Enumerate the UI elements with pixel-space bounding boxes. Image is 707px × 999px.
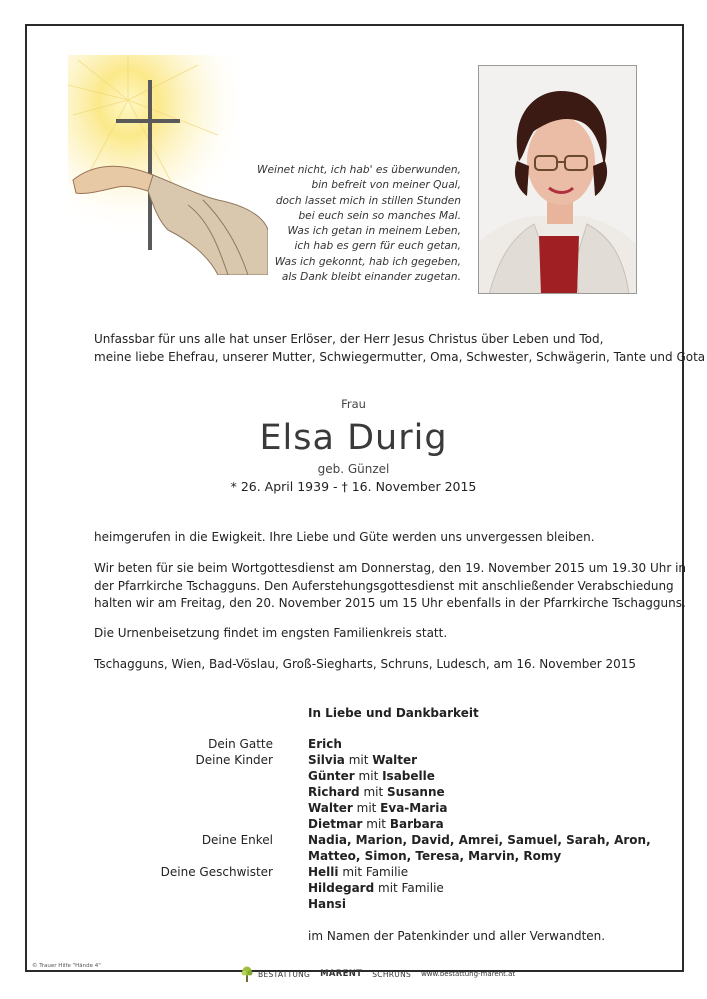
partner-name: Susanne [386,785,445,799]
mourners-heading: In Liebe und Dankbarkeit [308,706,479,720]
funeral-home-footer [240,966,515,982]
child-entry [308,753,417,767]
grandchildren-names: Nadia, Marion, David, Amrei, Samuel, Sarah, Aron, [308,833,651,847]
grandchildren-line [308,849,561,863]
suffix: mit Familie [338,865,409,879]
life-dates: * 26. April 1939 - † 16. November 2015 [230,479,477,494]
brand-name-text: MARENT [320,969,363,979]
paragraph-urn: Die Urnenbeisetzung findet im engsten Familienkreis statt. [94,626,448,640]
child-entry [308,801,447,815]
intro-text [94,330,705,366]
sibling-entry [308,865,408,879]
label-siblings: Deine Geschwister [160,865,273,879]
poem-line: Weinet nicht, ich hab' es überwunden, [257,164,461,176]
poem-line: Was ich gekonnt, hab ich gegeben, [274,255,461,268]
salutation: Frau [341,397,366,411]
person-name: Helli [308,865,339,879]
person-name: Günter [308,769,355,783]
suffix: mit Familie [374,881,444,895]
partner-name: Barbara [389,817,444,831]
image-credit: © Trauer Hilfe "Hände 4" [32,963,101,969]
label-grandchildren: Deine Enkel [201,833,273,847]
service-line: der Pfarrkirche Tschagguns. Den Auferstehungsgottesdienst mit anschließender Verabschiedung [94,578,674,593]
person-name: Richard [308,785,360,799]
person-name: Silvia [308,753,345,767]
spouse-name [308,737,342,751]
service-line: Wir beten für sie beim Wortgottesdienst am Donnerstag, den 19. November 2015 um 19.30 Uhr in [94,561,687,575]
person-name: Walter [308,801,353,815]
label-spouse: Dein Gatte [208,737,273,751]
intro-line: Unfassbar für uns alle hat unser Erlöser, der Herr Jesus Christus über Leben und Tod, [94,332,604,346]
poem-line: als Dank bleibt einander zugetan. [281,271,461,284]
intro-line: meine liebe Ehefrau, unserer Mutter, Schwiegermutter, Oma, Schwester, Schwägerin, Tante und Gota [94,350,706,364]
sibling-entry [308,881,444,895]
brand-name [320,969,362,979]
connector: mit [344,753,373,767]
website-link[interactable]: www.bestattung-marent.at [421,970,516,978]
paragraph-services [94,560,686,613]
paragraph-eternity: heimgerufen in die Ewigkeit. Ihre Liebe und Güte werden uns unvergessen bleiben. [94,530,595,544]
portrait-photo [478,65,637,294]
connector: mit [362,817,390,831]
sibling-entry [308,897,346,911]
partner-name: Eva-Maria [380,801,448,815]
connector: mit [359,785,387,799]
tree-logo-icon [240,966,254,982]
grandchildren-line [308,833,651,847]
service-line: halten wir am Freitag, den 20. November 2015 um 15 Uhr ebenfalls in der Pfarrkirche Tschagguns. [94,596,686,610]
poem-line: bei euch sein so manches Mal. [298,209,461,222]
connector: mit [352,801,381,815]
person-name: Hansi [308,897,346,911]
partner-name: Isabelle [382,769,435,783]
portrait-image [479,66,637,294]
brand-prefix: BESTATTUNG [258,969,311,979]
person-name: Dietmar [308,817,363,831]
child-entry [308,785,445,799]
person-name: Erich [308,737,342,751]
poem-line: doch lasset mich in stillen Stunden [275,194,461,207]
label-children: Deine Kinder [195,753,273,767]
poem-line: bin befreit von meiner Qual, [311,179,461,192]
person-name: Hildegard [308,881,375,895]
poem-line: ich hab es gern für euch getan, [294,240,461,253]
poem-line: Was ich getan in meinem Leben, [287,225,461,238]
poem [255,163,461,285]
connector: mit [354,769,383,783]
cross-hands-illustration [68,55,268,275]
child-entry [308,817,444,831]
birth-name: geb. Günzel [317,462,390,476]
partner-name: Walter [372,753,418,767]
closing-line: im Namen der Patenkinder und aller Verwandten. [308,929,606,943]
brand-location: SCHRUNS [372,969,412,979]
child-entry [308,769,435,783]
grandchildren-names: Matteo, Simon, Teresa, Marvin, Romy [308,849,562,863]
paragraph-places-date: Tschagguns, Wien, Bad-Vöslau, Groß-Siegharts, Schruns, Ludesch, am 16. November 2015 [94,657,637,671]
deceased-name: Elsa Durig [259,418,448,458]
